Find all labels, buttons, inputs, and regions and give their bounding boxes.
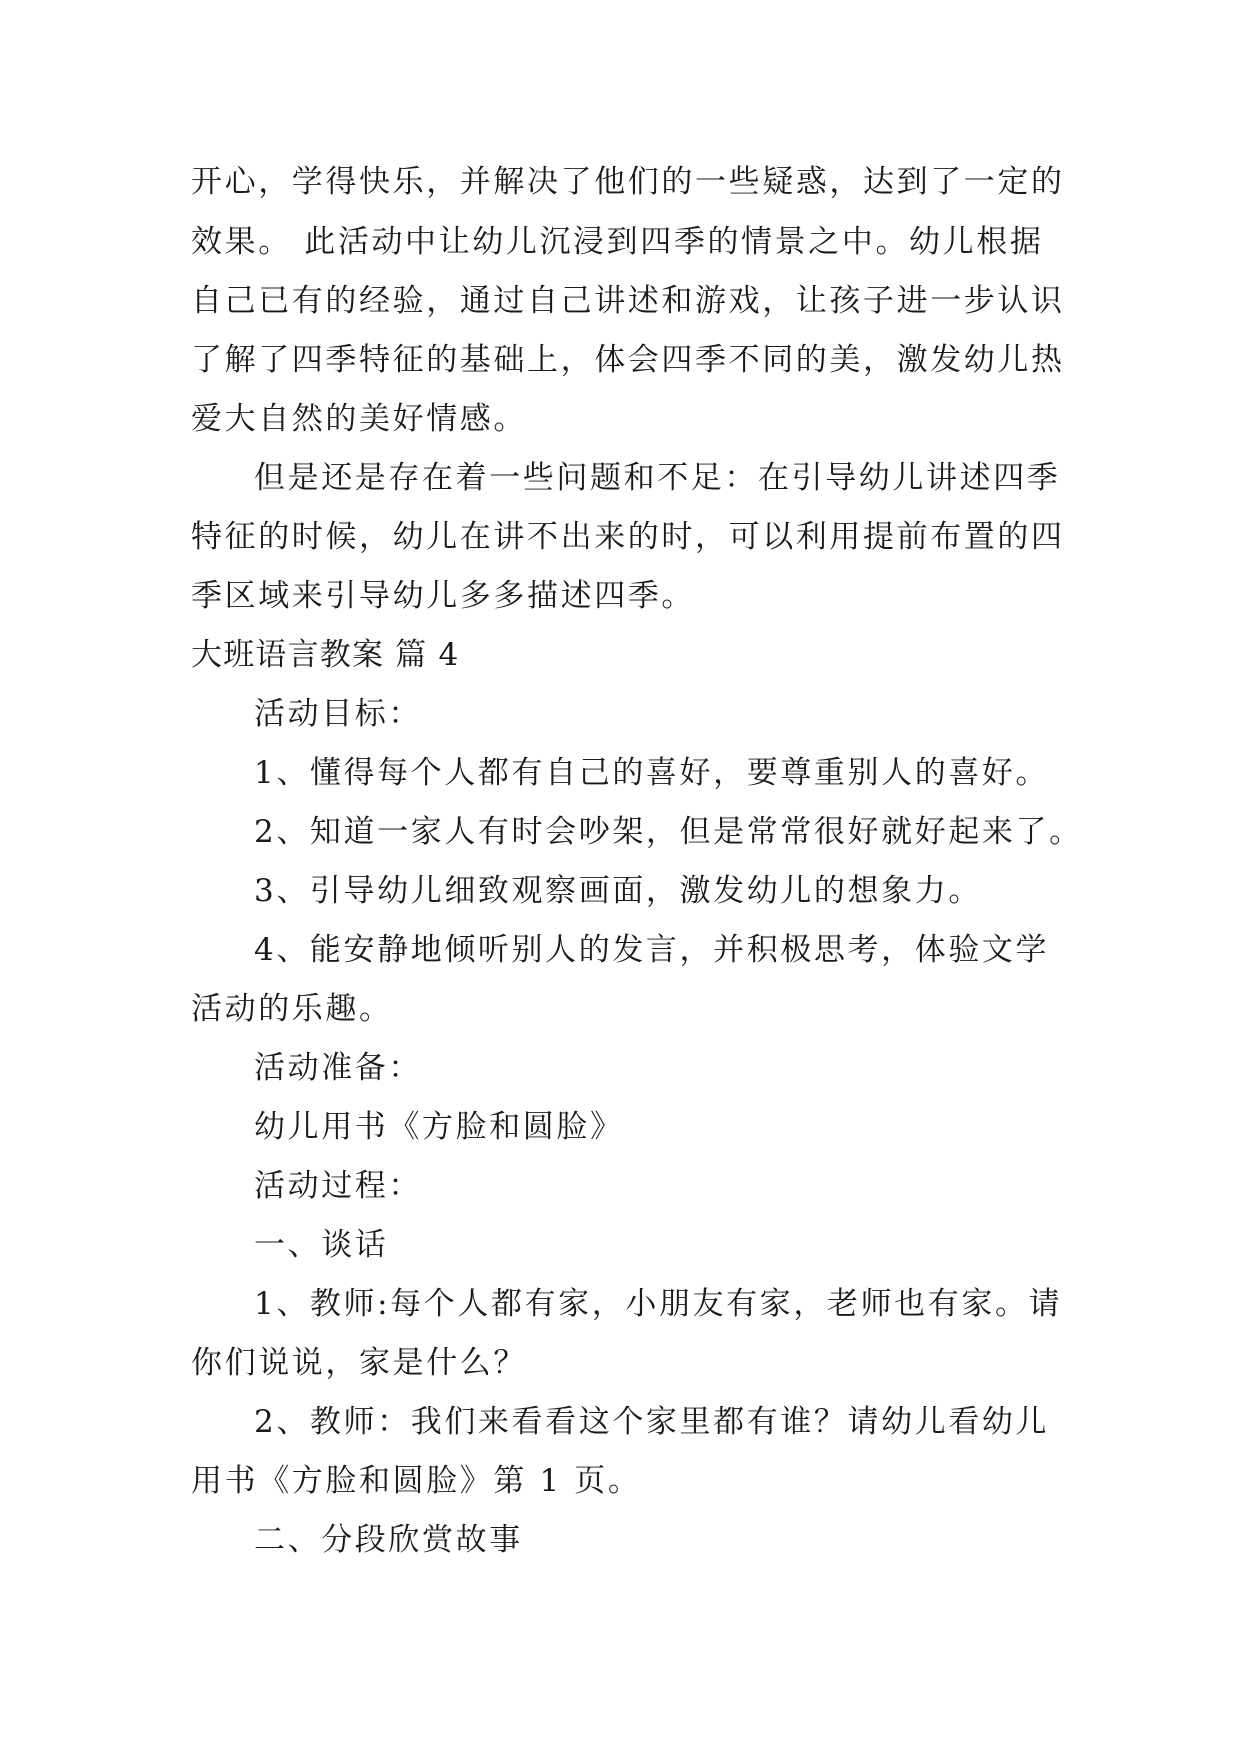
paragraph-line: 开心，学得快乐，并解决了他们的一些疑惑，达到了一定的 — [191, 164, 1065, 200]
subheading-activity-process: 活动过程： — [254, 1168, 422, 1204]
list-item-continuation: 活动的乐趣。 — [191, 991, 393, 1027]
list-item: 1、懂得每个人都有自己的喜好，要尊重别人的喜好。 — [254, 755, 1050, 791]
paragraph-line: 但是还是存在着一些问题和不足：在引导幼儿讲述四季 — [254, 460, 1061, 496]
paragraph-line: 季区域来引导幼儿多多描述四季。 — [191, 578, 695, 614]
list-item: 2、教师：我们来看看这个家里都有谁？请幼儿看幼儿 — [254, 1404, 1050, 1440]
list-item: 1、教师:每个人都有家，小朋友有家，老师也有家。请 — [254, 1286, 1063, 1322]
list-item: 2、知道一家人有时会吵架，但是常常很好就好起来了。 — [254, 814, 1083, 850]
section-heading: 大班语言教案 篇 4 — [191, 637, 460, 673]
list-item-continuation: 你们说说，家是什么？ — [191, 1345, 527, 1381]
paragraph-line: 幼儿用书《方脸和圆脸》 — [254, 1109, 624, 1145]
paragraph-line: 自己已有的经验，通过自己讲述和游戏，让孩子进一步认识 — [191, 283, 1065, 319]
list-item-continuation: 用书《方脸和圆脸》第 1 页。 — [191, 1463, 642, 1499]
step-heading: 一、谈话 — [254, 1227, 389, 1263]
paragraph-line: 爱大自然的美好情感。 — [191, 401, 527, 437]
subheading-activity-goals: 活动目标： — [254, 696, 422, 732]
list-item: 4、能安静地倾听别人的发言，并积极思考，体验文学 — [254, 932, 1050, 968]
step-heading: 二、分段欣赏故事 — [254, 1522, 523, 1558]
paragraph-line: 效果。 此活动中让幼儿沉浸到四季的情景之中。幼儿根据 — [191, 224, 1044, 260]
list-item: 3、引导幼儿细致观察画面，激发幼儿的想象力。 — [254, 873, 982, 909]
subheading-activity-prep: 活动准备： — [254, 1050, 422, 1086]
paragraph-line: 了解了四季特征的基础上，体会四季不同的美，激发幼儿热 — [191, 342, 1065, 378]
paragraph-line: 特征的时候，幼儿在讲不出来的时，可以利用提前布置的四 — [191, 519, 1065, 555]
